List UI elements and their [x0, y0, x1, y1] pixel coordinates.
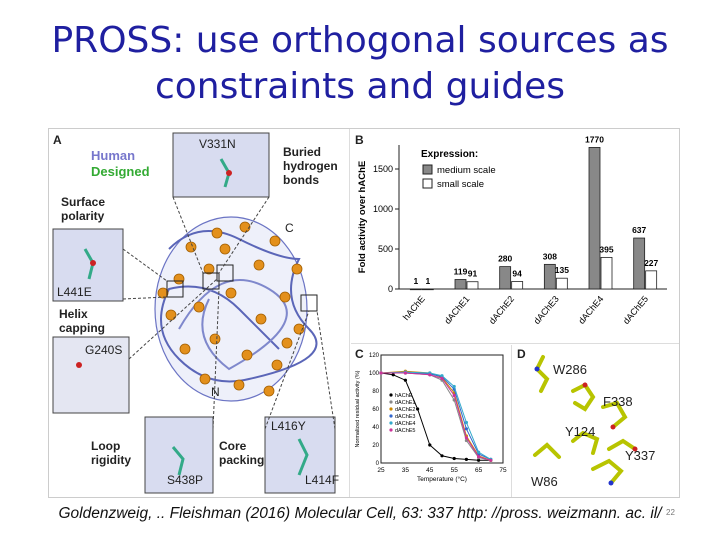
annot-helix-1: Helix — [59, 307, 88, 321]
value-label-small: 94 — [512, 268, 522, 279]
value-label-medium: 280 — [498, 253, 513, 264]
legend-entry: dAChE2 — [395, 407, 416, 413]
bar-medium-dAChE1 — [455, 279, 466, 289]
y-tick-label: 80 — [372, 389, 379, 395]
label-y337: Y337 — [625, 448, 656, 463]
bar-medium-hAChE — [410, 289, 421, 290]
y-tick-label: 500 — [377, 244, 393, 254]
bar-medium-dAChE2 — [500, 267, 511, 289]
point-hAChE — [416, 407, 419, 410]
point-dAChE5 — [379, 371, 382, 374]
y-tick-label: 100 — [368, 371, 379, 377]
value-label-small: 395 — [599, 244, 614, 255]
y-axis-label: Fold activity over hAChE — [357, 160, 368, 274]
bar-small-hAChE — [422, 289, 433, 290]
bar-small-dAChE3 — [556, 278, 567, 289]
label-l441e: L441E — [57, 285, 92, 299]
figure — [48, 128, 680, 498]
bar-small-dAChE4 — [601, 257, 612, 289]
label-v331n: V331N — [199, 137, 236, 151]
legend-medium: medium scale — [437, 165, 496, 176]
x-axis-label: Temperature (°C) — [417, 476, 467, 483]
label-l414f: L414F — [305, 473, 340, 487]
slide-title — [0, 18, 720, 110]
legend-entry: dAChE3 — [395, 414, 416, 420]
label-w86: W86 — [531, 474, 558, 489]
point-hAChE — [392, 373, 395, 376]
annot-helix-2: capping — [59, 321, 106, 335]
y-tick-label: 60 — [372, 407, 379, 413]
point-hAChE — [404, 379, 407, 382]
point-hAChE — [453, 457, 456, 460]
y-tick-label: 0 — [375, 461, 379, 467]
x-tick-label: 65 — [474, 467, 483, 474]
citation-caption: Goldenzweig, .. Fleishman (2016) Molecular Cell, 63: 337 http: //pross. weizmann. ac. il/ — [58, 505, 662, 522]
annot-surface-2: polarity — [61, 209, 105, 223]
value-label-small: 227 — [644, 257, 659, 268]
point-hAChE — [440, 454, 443, 457]
legend-marker-dAChE1 — [389, 400, 392, 403]
panel-a-label: A — [53, 133, 62, 147]
value-label-medium: 119 — [453, 266, 468, 277]
y-tick-label: 20 — [372, 443, 379, 449]
panel-c — [351, 345, 512, 497]
annot-buried-2: hydrogen — [283, 159, 338, 173]
point-dAChE4 — [465, 421, 468, 424]
x-category-label: dAChE1 — [442, 293, 472, 326]
value-label-medium: 637 — [632, 225, 647, 236]
label-l416y: L416Y — [271, 419, 306, 433]
point-hAChE — [465, 458, 468, 461]
legend-marker-dAChE3 — [389, 414, 392, 417]
point-dAChE5 — [404, 371, 407, 374]
annot-buried-1: Buried — [283, 145, 322, 159]
y-tick-label: 40 — [372, 425, 379, 431]
value-label-medium: 308 — [542, 251, 557, 262]
legend-entry: dAChE1 — [395, 400, 416, 406]
legend-designed: Designed — [91, 164, 150, 179]
legend-entry: dAChE4 — [395, 421, 416, 427]
value-label-small: 135 — [554, 265, 569, 276]
panel-a — [49, 129, 350, 497]
bar-small-dAChE2 — [512, 281, 523, 289]
annot-loop-1: Loop — [91, 439, 121, 453]
value-label-small: 1 — [425, 275, 431, 286]
annot-surface-1: Surface — [61, 195, 106, 209]
annot-core-2: packing — [219, 453, 265, 467]
panel-b — [351, 129, 679, 344]
x-tick-label: 75 — [499, 467, 507, 474]
value-label-medium: 1770 — [585, 134, 604, 145]
y-tick-label: 1500 — [372, 164, 393, 174]
y-tick-label: 120 — [368, 353, 379, 359]
legend-entry: hAChE — [395, 393, 413, 399]
legend-human: Human — [91, 148, 136, 163]
panel-b-label: B — [355, 133, 364, 147]
x-category-label: dAChE4 — [576, 293, 606, 326]
annot-core-1: Core — [219, 439, 247, 453]
title-line-2: constraints and guides — [154, 66, 566, 107]
bar-small-dAChE5 — [646, 271, 657, 289]
legend-swatch-small — [423, 179, 432, 188]
x-tick-label: 35 — [401, 467, 410, 474]
x-tick-label: 45 — [426, 467, 434, 474]
legend-title: Expression: — [421, 149, 479, 160]
legend-marker-dAChE2 — [389, 407, 392, 410]
x-category-label: dAChE5 — [620, 293, 651, 326]
label-n-terminus: N — [211, 385, 220, 399]
expression-bar-chart — [351, 129, 679, 343]
value-label-small: 91 — [467, 268, 478, 279]
bar-medium-dAChE4 — [589, 147, 600, 289]
x-tick-label: 55 — [450, 467, 458, 474]
panel-d — [513, 345, 679, 497]
point-dAChE5 — [440, 377, 443, 380]
legend-marker-dAChE4 — [389, 421, 392, 424]
x-category-label: hAChE — [400, 293, 427, 323]
label-s438p: S438P — [167, 473, 204, 487]
y-tick-label: 0 — [387, 284, 393, 294]
label-g240s: G240S — [85, 343, 123, 357]
point-hAChE — [428, 443, 431, 446]
label-y124: Y124 — [565, 424, 596, 439]
y-tick-label: 1000 — [372, 204, 393, 214]
y-axis-label: Normalized residual activity (%) — [355, 370, 361, 448]
point-dAChE3 — [465, 427, 468, 430]
x-category-label: dAChE3 — [531, 293, 561, 326]
legend-small: small scale — [437, 179, 484, 190]
legend-swatch-medium — [423, 165, 432, 174]
page-number: 22 — [666, 508, 675, 517]
bar-medium-dAChE3 — [544, 264, 555, 289]
label-f338: F338 — [603, 394, 633, 409]
bar-medium-dAChE5 — [634, 238, 645, 289]
point-dAChE5 — [489, 459, 492, 462]
x-tick-label: 25 — [377, 467, 385, 474]
annot-buried-3: bonds — [283, 173, 319, 187]
point-dAChE5 — [465, 436, 468, 439]
point-dAChE4 — [453, 385, 456, 388]
annot-loop-2: rigidity — [91, 453, 132, 467]
label-w286: W286 — [553, 362, 587, 377]
legend-marker-hAChE — [389, 393, 392, 396]
title-line-1: PROSS: use orthogonal sources as — [51, 20, 669, 61]
panel-d-label: D — [517, 347, 526, 361]
label-c-terminus: C — [285, 221, 294, 235]
point-dAChE5 — [428, 373, 431, 376]
x-category-label: dAChE2 — [486, 293, 517, 326]
bar-small-dAChE1 — [467, 282, 478, 289]
legend-marker-dAChE5 — [389, 428, 392, 431]
protein-ribbon — [155, 217, 307, 401]
thermal-stability-chart — [351, 345, 511, 497]
point-dAChE5 — [477, 455, 480, 458]
legend-entry: dAChE5 — [395, 428, 416, 434]
panel-c-label: C — [355, 347, 364, 361]
point-dAChE5 — [453, 394, 456, 397]
value-label-medium: 1 — [413, 275, 419, 286]
point-dAChE4 — [477, 451, 480, 454]
